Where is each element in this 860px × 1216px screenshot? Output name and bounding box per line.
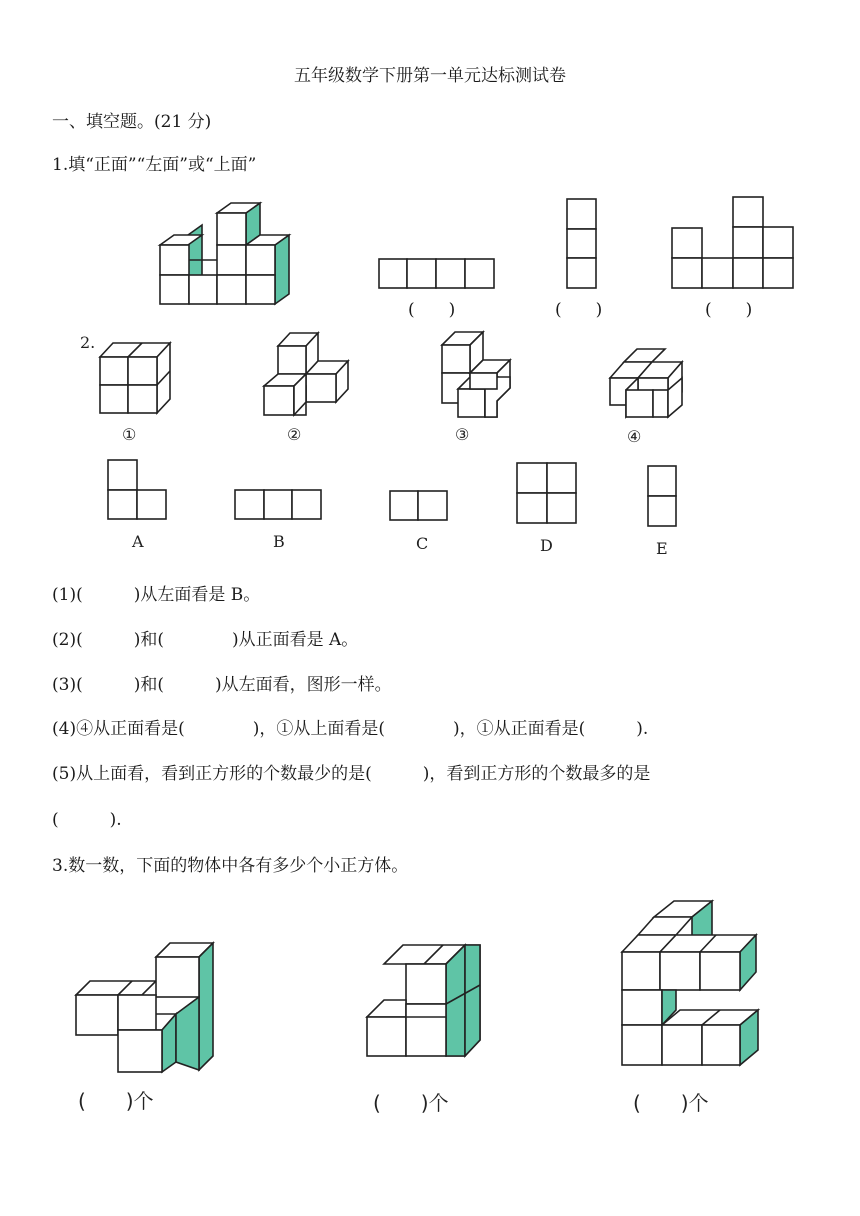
q3-solid-3 (622, 901, 758, 1065)
q1-blank-3[interactable]: ( ) (705, 300, 753, 320)
q2-item-4: (4)④从正面看是( )，①从上面看是( )，①从正面看是( ). (52, 719, 649, 739)
view-a (108, 460, 166, 519)
q2-item-5-continued: ( ). (52, 810, 122, 830)
q1-view-front (672, 197, 793, 288)
view-c (390, 491, 447, 520)
q3-solid-2 (367, 945, 480, 1056)
q3-answer-3: ( )个 (633, 1091, 709, 1115)
question-1-prompt: 1.填“正面”“左面”或“上面” (52, 155, 257, 175)
q1-blank-2[interactable]: ( ) (555, 300, 603, 320)
q1-solid-figure (160, 203, 289, 304)
view-label-d: D (540, 536, 553, 555)
q2-number: 2. (80, 333, 96, 352)
q2-item-5: (5)从上面看，看到正方形的个数最少的是( )，看到正方形的个数最多的是 (52, 764, 651, 784)
view-label-c: C (416, 534, 429, 553)
view-e (648, 466, 676, 526)
solid-label-4: ④ (627, 427, 642, 446)
q2-solid-2 (264, 333, 348, 415)
q1-blank-1[interactable]: ( ) (408, 300, 456, 320)
q3-answer-1: ( )个 (78, 1089, 154, 1113)
q2-item-2: (2)( )和( )从正面看是 A。 (52, 630, 359, 650)
q2-solid-1 (100, 343, 170, 413)
solid-label-3: ③ (455, 425, 470, 444)
q3-solid-1 (76, 943, 213, 1072)
q2-item-3: (3)( )和( )从左面看，图形一样。 (52, 675, 392, 695)
view-label-b: B (273, 532, 285, 551)
view-label-e: E (656, 539, 668, 558)
page-title: 五年级数学下册第一单元达标测试卷 (294, 66, 566, 86)
view-label-a: A (132, 532, 144, 551)
view-b (235, 490, 321, 519)
q1-view-column (567, 199, 596, 288)
section-heading: 一、填空题。(21 分) (52, 112, 212, 132)
q3-answer-2: ( )个 (373, 1091, 449, 1115)
solid-label-2: ② (287, 425, 302, 444)
q2-item-1: (1)( )从左面看是 B。 (52, 585, 261, 605)
view-d (517, 463, 576, 523)
q2-solid-3 (442, 332, 510, 417)
question-3-prompt: 3.数一数，下面的物体中各有多少个小正方体。 (52, 856, 409, 876)
q2-solid-4 (610, 349, 682, 417)
q1-view-row (379, 259, 494, 288)
solid-label-1: ① (122, 425, 137, 444)
